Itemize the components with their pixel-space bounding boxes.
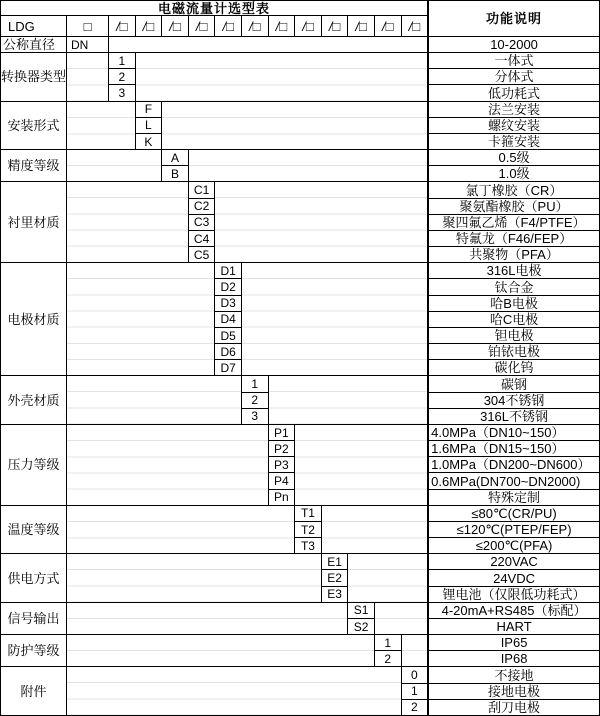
option-description: 4-20mA+RS485（标配）: [428, 603, 600, 619]
option-description: 哈B电极: [428, 296, 600, 312]
option-description: IP65: [428, 635, 600, 651]
option-description: 刮刀电极: [428, 700, 600, 716]
empty-region: [67, 635, 375, 667]
option-code: 1: [402, 684, 429, 700]
option-description: 聚四氟乙烯（F4/PTFE）: [428, 215, 600, 231]
model-code-slot: /□: [375, 16, 402, 37]
option-code: E1: [322, 554, 349, 570]
option-code: T2: [295, 522, 322, 538]
section-label: 供电方式: [1, 554, 67, 603]
empty-region: [67, 182, 189, 263]
section-label: 衬里材质: [1, 182, 67, 263]
option-description: 法兰安装: [428, 102, 600, 118]
option-code: 1: [109, 53, 136, 69]
model-code-slot: /□: [295, 16, 322, 37]
empty-region: [109, 37, 428, 53]
option-description: 氯丁橡胶（CR）: [428, 182, 600, 198]
empty-region: [162, 102, 428, 151]
option-description: 钛合金: [428, 279, 600, 295]
option-description: IP68: [428, 651, 600, 667]
option-description: 316L电极: [428, 263, 600, 279]
option-code: D2: [215, 279, 242, 295]
option-description: ≤200℃(PFA): [428, 538, 600, 554]
section-label: 精度等级: [1, 150, 67, 182]
option-code: S1: [348, 603, 375, 619]
option-description: 4.0MPa（DN10~150）: [428, 425, 600, 441]
option-code: D3: [215, 296, 242, 312]
section-label: 电极材质: [1, 263, 67, 376]
diameter-label: 公称直径: [1, 37, 67, 53]
empty-region: [242, 263, 428, 376]
option-code: K: [136, 134, 163, 150]
option-code: C3: [189, 215, 216, 231]
option-description: 螺纹安装: [428, 118, 600, 134]
option-description: 1.0MPa（DN200~DN600）: [428, 457, 600, 473]
option-description: 特氟龙（F46/FEP）: [428, 231, 600, 247]
function-column-header: 功能说明: [428, 1, 600, 37]
option-description: 316L不锈钢: [428, 409, 600, 425]
section-label: 外壳材质: [1, 376, 67, 425]
option-description: 钽电极: [428, 328, 600, 344]
option-code: D7: [215, 360, 242, 376]
option-code: E3: [322, 587, 349, 603]
option-code: C1: [189, 182, 216, 198]
option-description: 共聚物（PFA）: [428, 247, 600, 263]
option-code: 1: [242, 376, 269, 392]
option-description: 碳钢: [428, 376, 600, 392]
model-code-slot: /□: [322, 16, 349, 37]
option-code: T1: [295, 506, 322, 522]
option-code: C4: [189, 231, 216, 247]
model-code-slot: /□: [189, 16, 216, 37]
option-code: C2: [189, 199, 216, 215]
option-description: 碳化钨: [428, 360, 600, 376]
option-code: T3: [295, 538, 322, 554]
option-description: 低功耗式: [428, 85, 600, 101]
option-description: 1.0级: [428, 166, 600, 182]
empty-region: [295, 425, 428, 506]
option-description: 分体式: [428, 69, 600, 85]
page-title: 电磁流量计选型表: [1, 1, 428, 16]
empty-region: [67, 667, 402, 716]
option-description: 不接地: [428, 667, 600, 683]
empty-region: [67, 554, 322, 603]
empty-region: [322, 506, 428, 555]
option-description: 1.6MPa（DN15~150）: [428, 441, 600, 457]
option-code: B: [162, 166, 189, 182]
empty-region: [67, 263, 215, 376]
model-code-slot: /□: [269, 16, 296, 37]
diameter-description: 10-2000: [428, 37, 600, 53]
option-code: 2: [402, 700, 429, 716]
section-label: 安装形式: [1, 102, 67, 151]
empty-region: [375, 603, 428, 635]
section-label: 附件: [1, 667, 67, 716]
empty-region: [402, 635, 429, 667]
empty-region: [189, 150, 428, 182]
empty-region: [136, 53, 429, 102]
empty-region: [67, 150, 162, 182]
option-code: P3: [269, 457, 296, 473]
option-code: 1: [375, 635, 402, 651]
section-label: 温度等级: [1, 506, 67, 555]
model-code-slot: /□: [215, 16, 242, 37]
option-code: 2: [242, 393, 269, 409]
option-description: 铂铱电极: [428, 344, 600, 360]
option-code: C5: [189, 247, 216, 263]
option-code: A: [162, 150, 189, 166]
model-code-slot: /□: [348, 16, 375, 37]
option-description: ≤120℃(PTEP/FEP): [428, 522, 600, 538]
model-code-slot: /□: [109, 16, 136, 37]
option-code: 2: [109, 69, 136, 85]
option-description: 接地电极: [428, 684, 600, 700]
option-description: 特殊定制: [428, 490, 600, 506]
model-code-slot: /□: [136, 16, 163, 37]
option-description: ≤80℃(CR/PU): [428, 506, 600, 522]
empty-region: [67, 53, 109, 102]
section-label: 防护等级: [1, 635, 67, 667]
empty-region: [348, 554, 428, 603]
option-code: 2: [375, 651, 402, 667]
empty-region: [269, 376, 429, 425]
option-code: 3: [109, 85, 136, 101]
option-code: 0: [402, 667, 429, 683]
option-description: 24VDC: [428, 570, 600, 586]
model-code-slot: /□: [162, 16, 189, 37]
option-code: S2: [348, 619, 375, 635]
model-code-slot: /□: [242, 16, 269, 37]
option-description: 0.5级: [428, 150, 600, 166]
model-code-slot: /□: [402, 16, 429, 37]
option-description: 220VAC: [428, 554, 600, 570]
option-description: 0.6MPa(DN700~DN2000): [428, 473, 600, 489]
section-label: 转换器类型: [1, 53, 67, 102]
option-code: P2: [269, 441, 296, 457]
option-code: L: [136, 118, 163, 134]
option-code: D6: [215, 344, 242, 360]
option-code: D4: [215, 312, 242, 328]
empty-region: [67, 102, 136, 151]
option-code: E2: [322, 570, 349, 586]
option-description: HART: [428, 619, 600, 635]
option-description: 聚氨酯橡胶（PU）: [428, 199, 600, 215]
empty-region: [67, 425, 269, 506]
option-code: P1: [269, 425, 296, 441]
diameter-code: DN: [67, 37, 109, 53]
model-prefix: LDG: [1, 16, 67, 37]
option-description: 哈C电极: [428, 312, 600, 328]
section-label: 信号输出: [1, 603, 67, 635]
option-code: D1: [215, 263, 242, 279]
empty-region: [215, 182, 428, 263]
option-description: 304不锈钢: [428, 393, 600, 409]
option-code: D5: [215, 328, 242, 344]
section-label: 压力等级: [1, 425, 67, 506]
option-description: 一体式: [428, 53, 600, 69]
option-description: 卡箍安装: [428, 134, 600, 150]
option-code: P4: [269, 473, 296, 489]
option-description: 锂电池（仅限低功耗式）: [428, 587, 600, 603]
model-first-code-box: □: [67, 16, 109, 37]
option-code: Pn: [269, 490, 296, 506]
option-code: 3: [242, 409, 269, 425]
empty-region: [67, 603, 348, 635]
empty-region: [67, 376, 242, 425]
option-code: F: [136, 102, 163, 118]
empty-region: [67, 506, 295, 555]
